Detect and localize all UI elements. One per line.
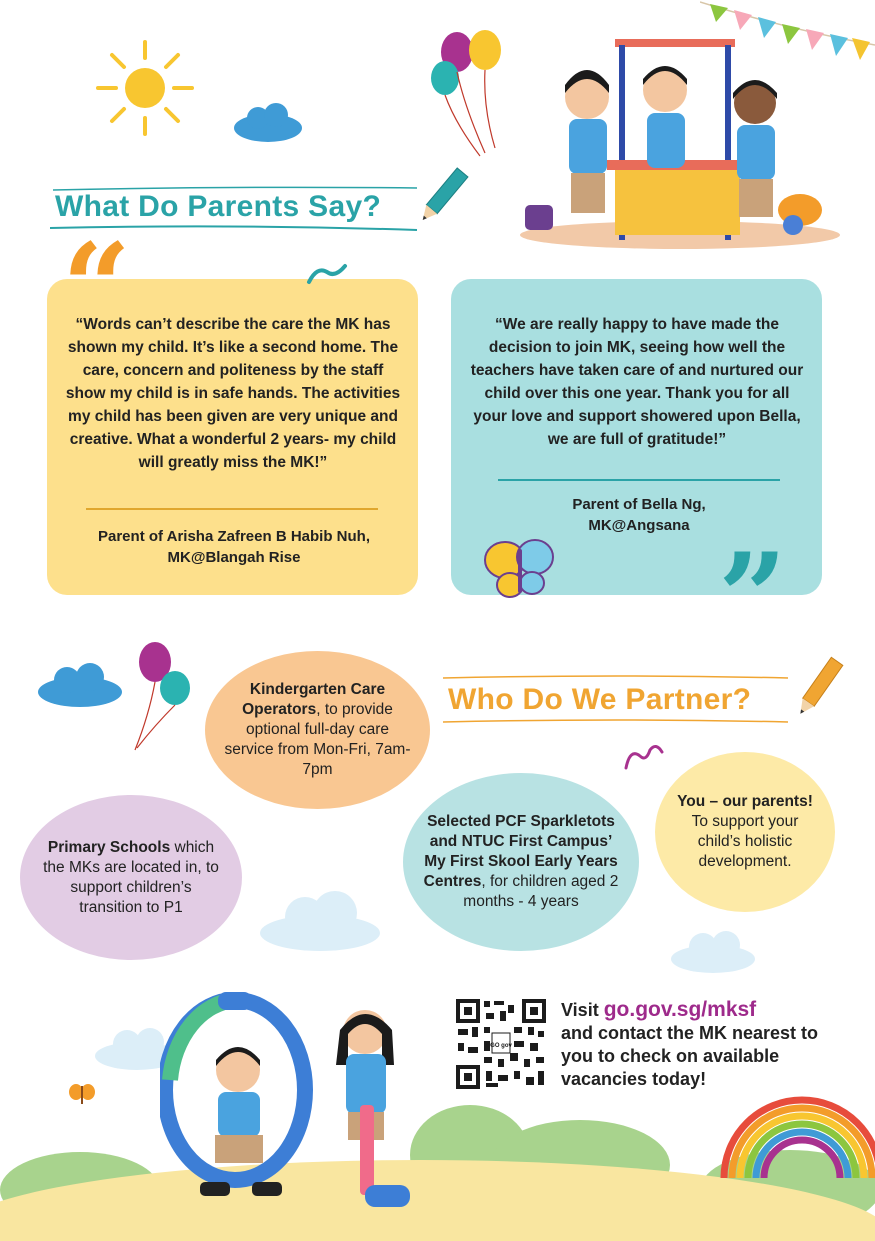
balloons-icon xyxy=(125,640,200,755)
children-playing-illustration xyxy=(160,990,430,1215)
partner-name: You – our parents! xyxy=(677,793,813,810)
visit-message xyxy=(561,998,851,1091)
page-title: What Do Parents Say? xyxy=(55,190,382,223)
attribution-name: Parent of Bella Ng, xyxy=(572,496,706,513)
pencil-icon xyxy=(415,165,470,230)
partner-early-years-centres xyxy=(403,773,639,951)
visit-url-link[interactable]: go.gov.sg/mksf xyxy=(603,998,757,1021)
visit-prefix: Visit xyxy=(561,1000,599,1020)
partner-name: Kindergarten Care Operators xyxy=(242,681,386,718)
testimonial-attribution-1 xyxy=(62,526,406,568)
testimonial-quote-1: “Words can’t describe the care the MK has shown my child. It’s like a second home. The care, concern and politeness by the staff show my child is in safe hands. The activities my child has been given are very unique and creative. What a wonderful 2 years- my child will greatly miss the MK!” xyxy=(65,316,401,471)
visit-instructions: and contact the MK nearest to you to check on available vacancies today! xyxy=(561,1023,819,1089)
butterfly-icon xyxy=(68,1082,96,1107)
cloud-icon xyxy=(230,100,305,145)
partner-description: To support your child’s holistic development. xyxy=(691,813,799,870)
cloud-icon xyxy=(255,885,385,955)
partner-kindergarten-care xyxy=(205,651,430,809)
partner-name: Primary Schools xyxy=(47,838,171,856)
attribution-location: MK@Angsana xyxy=(588,517,690,534)
qr-logo-label: GO gov xyxy=(490,1043,512,1049)
partner-description: which the MKs are located in, to support children’s transition to P1 xyxy=(43,838,219,916)
divider xyxy=(498,479,780,481)
squiggle-icon xyxy=(622,742,667,772)
partner-primary-schools xyxy=(20,795,242,960)
attribution-location: MK@Blangah Rise xyxy=(167,549,301,566)
partner-name: Selected PCF Sparkletots and NTUC First Campus’ My First Skool Early Years Centres xyxy=(423,813,618,890)
divider xyxy=(86,508,378,510)
children-activity-illustration xyxy=(515,35,840,250)
testimonial-quote-2: “We are really happy to have made the decision to join MK, seeing how well the teachers have taken care of and nurtured our child over this one year. Thank you for all your love and support showered upon Bella, we are full of gratitude!” xyxy=(470,316,804,448)
pencil-icon xyxy=(790,655,845,725)
partner-description: , for children aged 2 months - 4 years xyxy=(463,873,619,910)
title-underline xyxy=(438,672,798,730)
sun-icon xyxy=(90,38,200,138)
attribution-name: Parent of Arisha Zafreen B Habib Nuh, xyxy=(98,528,370,545)
open-quote-icon: “ xyxy=(62,217,132,358)
cloud-icon xyxy=(35,660,125,710)
section-title: Who Do We Partner? xyxy=(448,683,752,716)
partner-description: , to provide optional full-day care service from Mon-Fri, 7am-7pm xyxy=(224,701,411,778)
cloud-icon xyxy=(668,925,758,975)
partner-parents xyxy=(655,752,835,912)
squiggle-icon xyxy=(305,262,350,287)
balloons-icon xyxy=(425,28,515,158)
rainbow-icon xyxy=(718,1088,875,1178)
qr-code[interactable] xyxy=(454,997,548,1091)
butterfly-icon xyxy=(480,535,560,605)
close-quote-icon: ” xyxy=(718,527,788,668)
